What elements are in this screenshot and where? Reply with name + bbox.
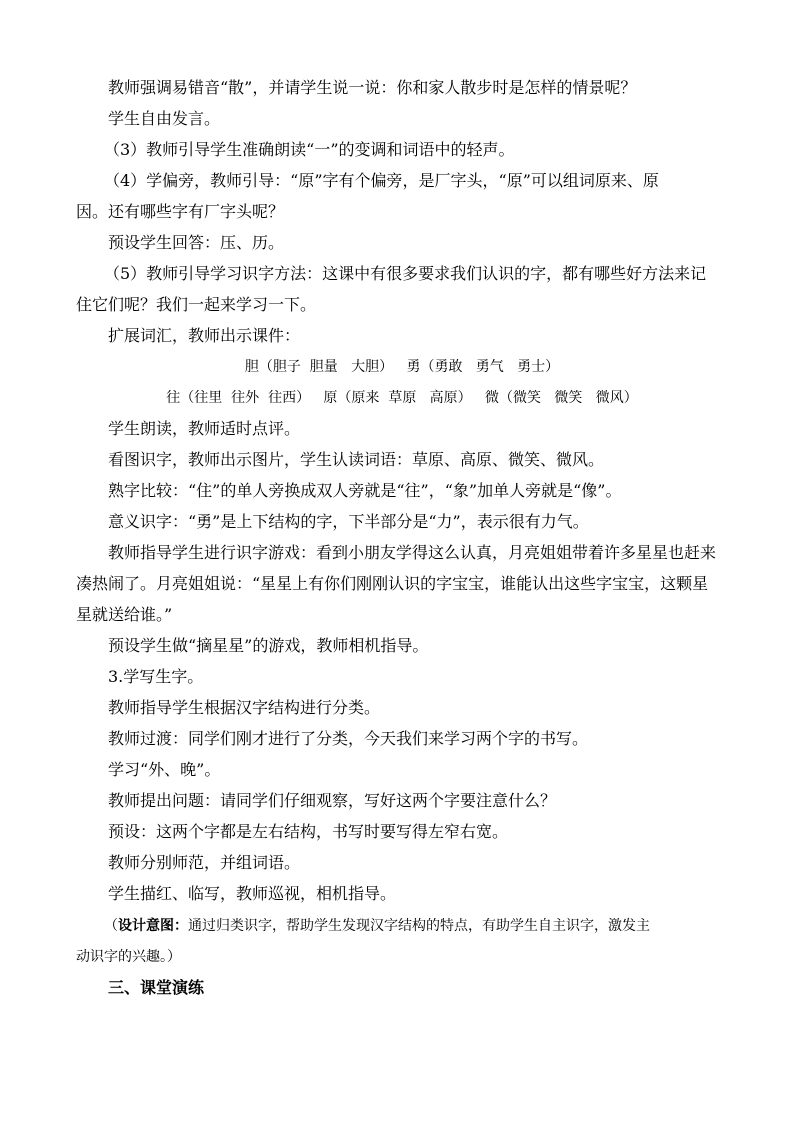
paragraph: 熟字比较：“住”的单人旁换成双人旁就是“往”，“象”加单人旁就是“像”。 [108,481,622,500]
paragraph: 3.学写生字。 [108,667,204,686]
paragraph: 凑热闹了。月亮姐姐说：“星星上有你们刚刚认识的字宝宝，谁能认出这些字宝宝，这颗星 [76,574,709,593]
paragraph: 教师强调易错音“散”，并请学生说一说：你和家人散步时是怎样的情景呢？ [108,78,637,97]
design-note-text: 通过归类识字，帮助学生发现汉字结构的特点，有助学生自主识字，激发主 [188,918,650,934]
paragraph: 学习“外、晚”。 [108,760,221,779]
paragraph: 学生自由发言。 [108,109,221,128]
vocab-line: 往（往里 往外 往西） 原（原来 草原 高原） 微（微笑 微笑 微风） [166,390,638,406]
paragraph: 预设学生回答：压、历。 [108,233,285,252]
design-note [76,910,728,942]
vocab-line: 胆（胆子 胆量 大胆） 勇（勇敢 勇气 勇士） [244,359,560,375]
paragraph: 教师指导学生进行识字游戏：看到小朋友学得这么认真，月亮姐姐带着许多星星也赶来 [108,543,717,562]
paragraph: （4）学偏旁，教师引导：“原”字有个偏旁，是厂字头，“原”可以组词原来、原 [104,171,659,190]
design-note-open: （ [104,918,118,934]
paragraph: 学生朗读，教师适时点评。 [108,419,301,438]
paragraph: 教师提出问题：请同学们仔细观察，写好这两个字要注意什么？ [108,791,557,810]
design-note-continued: 动识字的兴趣。） [76,949,181,965]
paragraph: 意义识字：“勇”是上下结构的字，下半部分是“力”，表示很有力气。 [108,512,589,531]
paragraph: 看图识字，教师出示图片，学生认读词语：草原、高原、微笑、微风。 [108,450,605,469]
paragraph: 教师指导学生根据汉字结构进行分类。 [108,698,381,717]
paragraph: 扩展词汇，教师出示课件： [108,326,301,345]
paragraph: （5）教师引导学习识字方法：这课中有很多要求我们认识的字，都有哪些好方法来记 [104,264,707,283]
paragraph: 预设学生做“摘星星”的游戏，教师相机指导。 [108,636,429,655]
paragraph: （3）教师引导学生准确朗读“一”的变调和词语中的轻声。 [104,140,515,159]
paragraph: 教师过渡：同学们刚才进行了分类，今天我们来学习两个字的书写。 [108,729,589,748]
paragraph: 住它们呢？我们一起来学习一下。 [76,295,317,314]
paragraph: 学生描红、临写，教师巡视，相机指导。 [108,884,397,903]
paragraph: 因。还有哪些字有厂字头呢？ [76,202,285,221]
paragraph: 教师分别师范，并组词语。 [108,853,301,872]
section-heading: 三、课堂演练 [108,978,205,997]
paragraph: 星就送给谁。” [76,605,173,624]
design-note-label: 设计意图： [118,918,188,934]
paragraph: 预设：这两个字都是左右结构，书写时要写得左窄右宽。 [108,822,509,841]
